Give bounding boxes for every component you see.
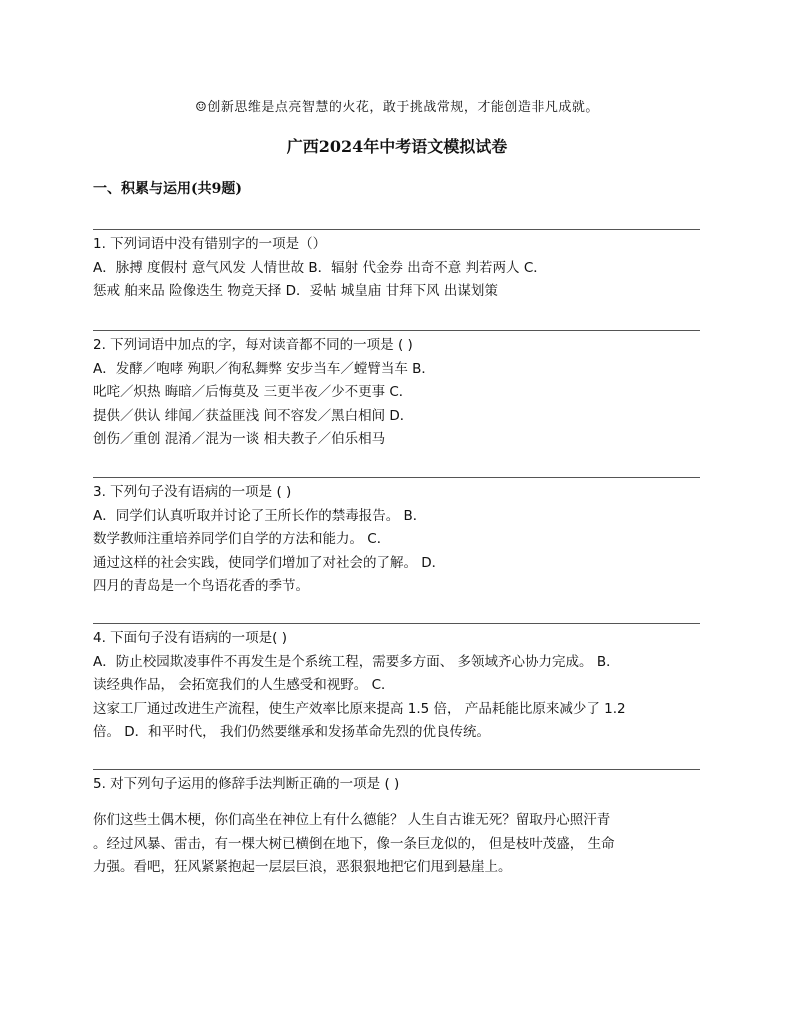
question-2-options-line: A．发酵／咆哮 殉职／徇私舞弊 安步当车／螳臂当车 B． — [93, 360, 435, 377]
question-5 — [93, 773, 701, 797]
question-2 — [93, 334, 701, 452]
question-4-stem: 4. 下面句子没有语病的一项是( ) — [93, 630, 287, 646]
question-5-passage-line: 。经过风暴、雷击，有一棵大树已横倒在地下，像一条巨龙似的， 但是枝叶茂盛， 生命 — [93, 835, 615, 852]
question-4-options-line: A．防止校园欺凌事件不再发生是个系统工程，需要多方面、 多领域齐心协力完成。 B． — [93, 653, 620, 670]
question-2-options-line: 创伤／重创 混淆／混为一谈 相夫教子／伯乐相马 — [93, 431, 386, 447]
question-4 — [93, 627, 701, 745]
question-1 — [93, 233, 701, 304]
question-4-options-line: 读经典作品， 会拓宽我们的人生感受和视野。 C． — [93, 677, 395, 693]
question-divider — [93, 330, 700, 331]
question-4-options-line: 这家工厂通过改进生产流程，使生产效率比原来提高 1.5 倍， 产品耗能比原来减少了 1.2 — [93, 700, 626, 717]
question-1-options-line: A．脉搏 度假村 意气风发 人情世故 B．辐射 代金券 出奇不意 判若两人 C． — [93, 259, 547, 276]
question-3-options-line: 四月的青岛是一个鸟语花香的季节。 — [93, 578, 309, 594]
question-5-passage-line: 你们这些土偶木梗，你们高坐在神位上有什么德能？ 人生自古谁无死？留取丹心照汗青 — [93, 812, 611, 828]
question-5-passage — [93, 809, 701, 880]
question-3 — [93, 481, 701, 599]
section-heading: 一、积累与运用(共9题) — [93, 181, 242, 197]
question-1-stem: 1. 下列词语中没有错别字的一项是（） — [93, 236, 327, 252]
question-divider — [93, 229, 700, 230]
exam-title: 广西2024年中考语文模拟试卷 — [286, 137, 508, 156]
question-2-options-line: 提供／供认 绯闻／获益匪浅 间不容发／黑白相间 D． — [93, 407, 414, 424]
question-5-stem: 5. 对下列句子运用的修辞手法判断正确的一项是 ( ) — [93, 776, 400, 792]
question-4-options-line: 倍。 D．和平时代， 我们仍然要继承和发扬革命先烈的优良传统。 — [93, 724, 490, 740]
question-divider — [93, 623, 700, 624]
question-5-passage-line: 力强。看吧，狂风紧紧抱起一层层巨浪，恶狠狠地把它们甩到悬崖上。 — [93, 859, 512, 875]
question-divider — [93, 477, 700, 478]
question-3-options-line: A．同学们认真听取并讨论了王所长作的禁毒报告。 B． — [93, 507, 427, 524]
question-2-options-line: 叱咤／炽热 晦暗／后悔莫及 三更半夜／少不更事 C． — [93, 384, 413, 400]
motto-line: ☺创新思维是点亮智慧的火花，敢于挑战常规，才能创造非凡成就。 — [195, 100, 599, 115]
question-3-options-line: 数学教师注重培养同学们自学的方法和能力。 C． — [93, 531, 391, 547]
question-2-stem: 2. 下列词语中加点的字，每对读音都不同的一项是 ( ) — [93, 337, 413, 353]
question-3-options-line: 通过这样的社会实践，使同学们增加了对社会的了解。 D． — [93, 554, 446, 571]
question-divider — [93, 769, 700, 770]
question-3-stem: 3. 下列句子没有语病的一项是 ( ) — [93, 484, 292, 500]
question-1-options-line: 惩戒 舶来品 险像迭生 物竞天择 D．妥帖 城皇庙 甘拜下风 出谋划策 — [93, 283, 498, 299]
